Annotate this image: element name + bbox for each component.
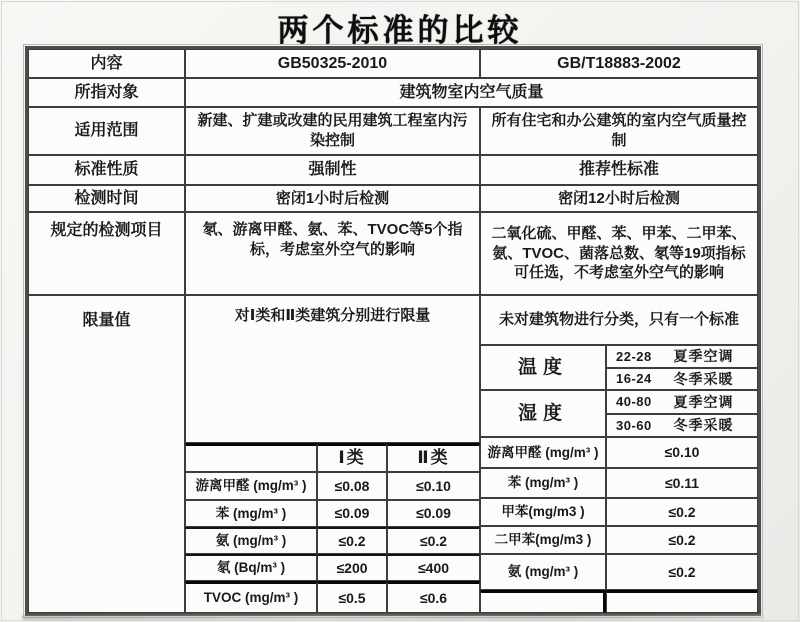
temperature-summer-season: 夏季空调 [673, 348, 734, 365]
subtable-class2-value: ≤0.2 [387, 527, 480, 554]
gbt-value: ≤0.11 [606, 468, 758, 498]
gbt-param: 氨 (mg/m³ ) [480, 554, 606, 590]
subtable-param: 氡 (Bq/m³ ) [185, 554, 317, 581]
row-scope-gbt18883: 所有住宅和办公建筑的室内空气质量控制 [480, 107, 758, 155]
row-nature-label: 标准性质 [28, 155, 185, 185]
gbt-value: ≤0.2 [606, 554, 758, 590]
header-content-label: 内容 [28, 49, 185, 78]
humidity-summer-range: 40-80 [616, 394, 652, 410]
climate-temperature-winter [606, 368, 758, 390]
gbt-param: 苯 (mg/m³ ) [480, 468, 606, 498]
gbt-empty-param-cell [480, 590, 606, 613]
row-target-label: 所指对象 [28, 78, 185, 107]
climate-humidity-summer [606, 390, 758, 414]
row-nature-gb50325: 强制性 [185, 155, 480, 185]
subtable-class2-value: ≤0.6 [387, 581, 480, 613]
limits-gb50325-intro: 对Ⅰ类和Ⅱ类建筑分别进行限量 [185, 295, 480, 443]
row-scope-label: 适用范围 [28, 107, 185, 155]
header-gbt18883: GB/T18883-2002 [480, 49, 758, 78]
comparison-table [28, 49, 758, 613]
subtable-param: 苯 (mg/m³ ) [185, 500, 317, 527]
row-target-value: 建筑物室内空气质量 [185, 78, 758, 107]
row-items-label: 规定的检测项目 [28, 212, 185, 295]
subtable-class1-value: ≤0.2 [317, 527, 387, 554]
subtable-class2-header: Ⅱ类 [387, 443, 480, 472]
gbt-value: ≤0.10 [606, 437, 758, 468]
subtable-class2-value: ≤400 [387, 554, 480, 581]
page-title: 两个标准的比较 [277, 13, 523, 48]
row-scope-gb50325: 新建、扩建或改建的民用建筑工程室内污染控制 [185, 107, 480, 155]
temperature-summer-range: 22-28 [616, 348, 652, 364]
subtable-param: 氨 (mg/m³ ) [185, 527, 317, 554]
row-time-gbt18883: 密闭12小时后检测 [480, 185, 758, 212]
row-items-gb50325: 氡、游离甲醛、氨、苯、TVOC等5个指标，考虑室外空气的影响 [185, 212, 480, 295]
subtable-class1-value: ≤0.5 [317, 581, 387, 613]
gbt-param: 甲苯(mg/m3 ) [480, 498, 606, 526]
row-time-label: 检测时间 [28, 185, 185, 212]
humidity-winter-season: 冬季采暖 [673, 417, 734, 434]
climate-temperature-summer [606, 345, 758, 368]
humidity-summer-season: 夏季空调 [673, 393, 734, 410]
gbt-param: 游离甲醛 (mg/m³ ) [480, 437, 606, 468]
subtable-class2-value: ≤0.09 [387, 500, 480, 527]
climate-humidity-label: 湿度 [480, 390, 606, 437]
climate-humidity-winter [606, 414, 758, 437]
temperature-winter-range: 16-24 [616, 371, 652, 387]
limits-gbt18883-intro: 未对建筑物进行分类，只有一个标准 [480, 295, 758, 345]
subtable-class1-header: Ⅰ类 [317, 443, 387, 472]
subtable-class2-value: ≤0.10 [387, 472, 480, 500]
row-nature-gbt18883: 推荐性标准 [480, 155, 758, 185]
scan-shadow [22, 615, 764, 620]
row-items-gbt18883: 二氧化硫、甲醛、苯、甲苯、二甲苯、氨、TVOC、菌落总数、氡等19项指标可任选，不考虑室外空气的影响 [480, 212, 758, 295]
subtable-class1-value: ≤200 [317, 554, 387, 581]
subtable-param: TVOC (mg/m³ ) [185, 581, 317, 613]
subtable-param: 游离甲醛 (mg/m³ ) [185, 472, 317, 500]
subtable-class1-value: ≤0.09 [317, 500, 387, 527]
subtable-corner-empty [185, 443, 317, 472]
gbt-param: 二甲苯(mg/m3 ) [480, 526, 606, 554]
humidity-winter-range: 30-60 [616, 417, 652, 433]
temperature-winter-season: 冬季采暖 [673, 370, 734, 387]
header-gb50325: GB50325-2010 [185, 49, 480, 78]
row-time-gb50325: 密闭1小时后检测 [185, 185, 480, 212]
subtable-class1-value: ≤0.08 [317, 472, 387, 500]
gbt-value: ≤0.2 [606, 526, 758, 554]
gbt-empty-value-cell [606, 590, 758, 613]
climate-temperature-label: 温度 [480, 345, 606, 390]
row-limits-label: 限量值 [28, 295, 185, 613]
gbt-value: ≤0.2 [606, 498, 758, 526]
